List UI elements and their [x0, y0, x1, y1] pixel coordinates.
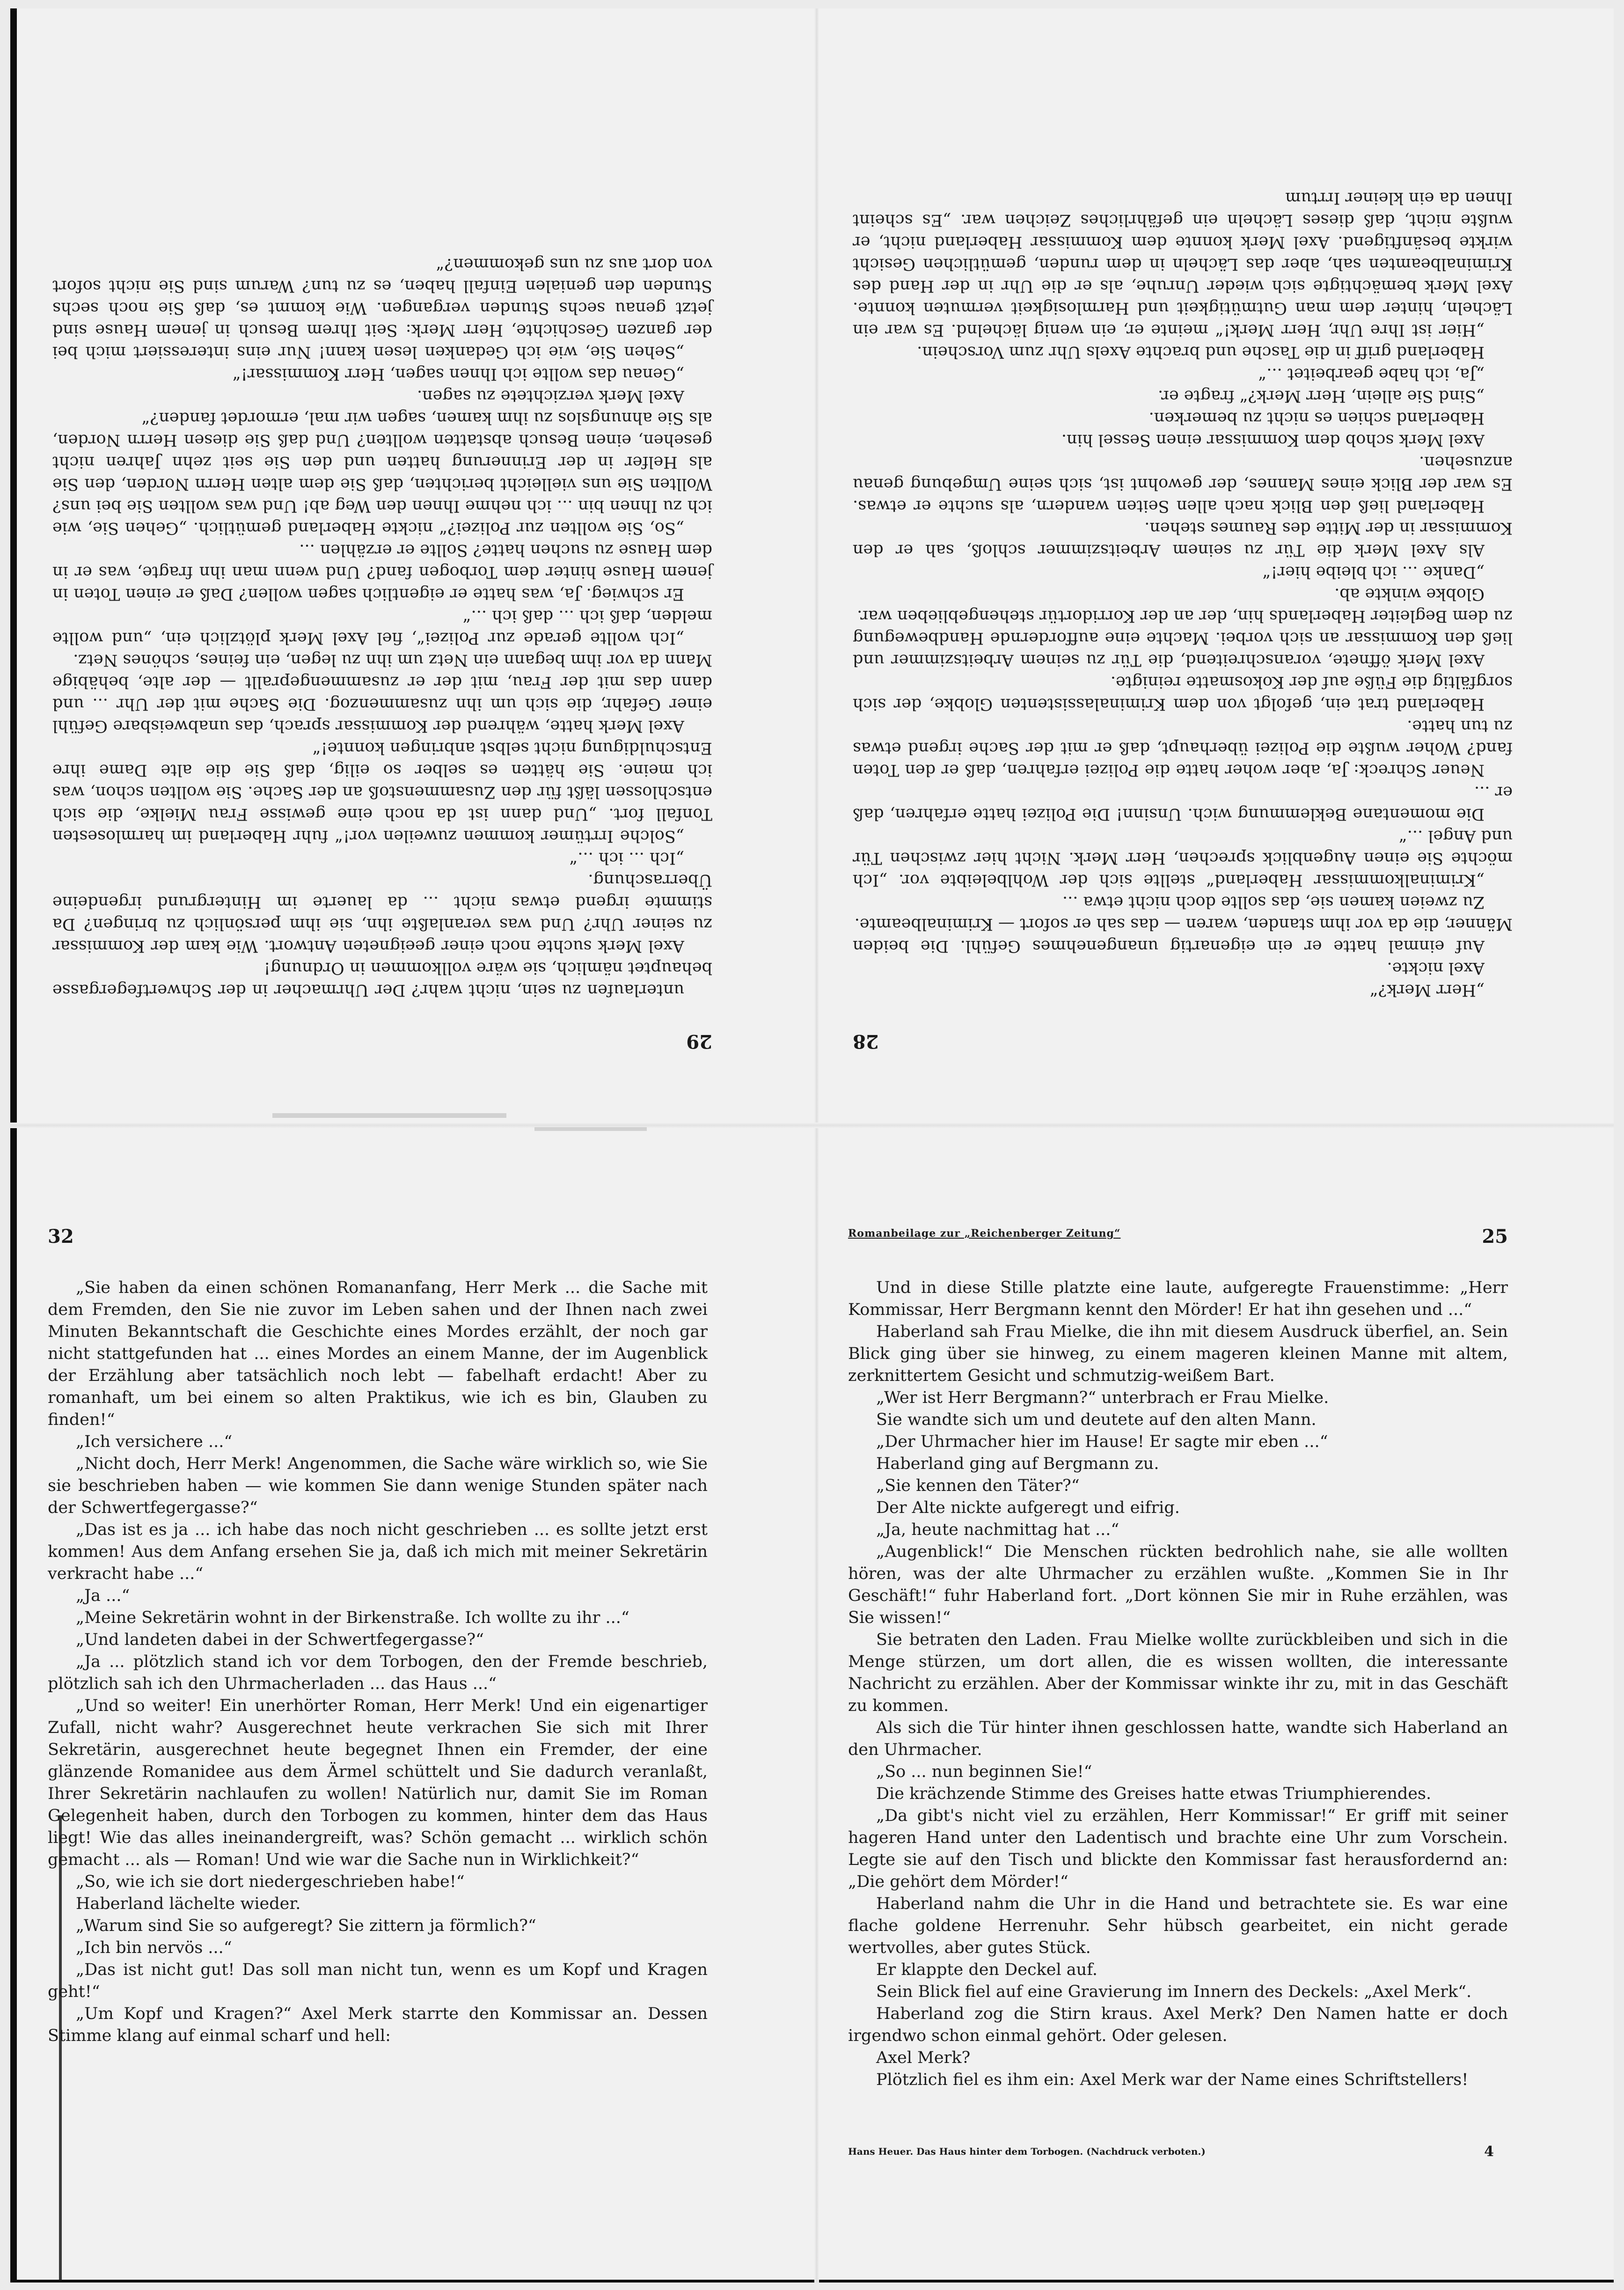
page-number: 32	[48, 1226, 74, 1248]
running-head: Romanbeilage zur „Reichenberger Zeitung“	[848, 1227, 1121, 1240]
paragraph: Axel Merk suchte noch einer geeigneten Antwort. Wie kam der Kommissar zu seiner Uhr? Und was veranlaßte ihn, sie ihm persönlich zu bringen? Da stimmte irgend etwas nicht ... da lauerte im Hintergrund irgendeine Überraschung.	[52, 871, 712, 955]
footer-credit: Hans Heuer. Das Haus hinter dem Torbogen. (Nachdruck verboten.)	[848, 2146, 1206, 2157]
vertical-fold	[814, 8, 819, 2283]
paragraph: Und in diese Stille platzte eine laute, aufgeregte Frauenstimme: „Herr Kommissar, Herr Bergmann kennt den Mörder! Er hat ihn gesehen und ...“	[848, 1278, 1508, 1319]
page-number: 28	[853, 1030, 879, 1052]
page-28	[853, 116, 1513, 1052]
paragraph: Der Alte nickte aufgeregt und eifrig.	[876, 1498, 1180, 1517]
paragraph: unterlaufen zu sein, nicht wahr? Der Uhrmacher in der Schwertfegergasse behauptet nämlich, sie wäre vollkommen in Ordnung!	[52, 959, 712, 999]
paragraph: „Um Kopf und Kragen?“ Axel Merk starrte den Kommissar an. Dessen Stimme klang auf einmal scharf und hell:	[48, 2004, 708, 2045]
page-32	[48, 1226, 708, 2162]
paragraph: Haberland ging auf Bergmann zu.	[876, 1454, 1159, 1473]
paragraph: „Hier ist Ihre Uhr, Herr Merk!“ meinte er, ein wenig lächelnd. Es war ein Lächeln, hinter dem man Gutmütigkeit und Harmlosigkeit vermuten konnte. Axel Merk bemächtigte sich wieder Unruhe, als er die Uhr in der Hand des Kriminalbeamten sah, aber das Lächeln in dem runden, gemütlichen Gesicht wirkte besänftigend. Axel Merk konnte dem Kommissar Haberland nicht, er wußte nicht, daß dieses Lächeln ein gefährliches Zeichen war. „Es scheint Ihnen da ein kleiner Irrtum	[853, 189, 1513, 339]
paragraph: „Kriminalkommissar Haberland“ stellte sich der Wohlbeleibte vor. „Ich möchte Sie einen Augenblick sprechen, Herr Merk. Nicht hier zwischen Tür und Angel ...“	[853, 827, 1513, 889]
paragraph: „Ja ...“	[76, 1586, 130, 1605]
paragraph: „Warum sind Sie so aufgeregt? Sie zittern ja förmlich?“	[76, 1916, 536, 1935]
paragraph: Haberland zog die Stirn kraus. Axel Merk? Den Namen hatte er doch irgendwo schon einmal gehört. Oder gelesen.	[848, 2004, 1508, 2045]
paragraph: „Ja ... plötzlich stand ich vor dem Torbogen, den der Fremde beschrieb, plötzlich sah ich den Uhrmacherladen ... das Haus ...“	[48, 1652, 708, 1693]
scanned-sheet	[10, 8, 1614, 2283]
page-number: 29	[686, 1030, 712, 1052]
paragraph: Axel Merk verzichtete zu sagen.	[417, 387, 684, 405]
paragraph: „Sehen Sie, wie ich Gedanken lesen kann! Nur eins interessiert mich bei der ganzen Geschichte, Herr Merk: Seit Ihrem Besuch in jenem Hause sind jetzt genau sechs Stunden vergangen. Wie kommt es, daß Sie noch sechs Stunden den genialen Einfall haben, es zu tun? Warum sind Sie nicht sofort von dort aus zu uns gekommen?“	[52, 255, 712, 361]
page-number: 25	[1482, 1226, 1508, 1248]
paragraph: Axel nickte.	[1387, 959, 1485, 977]
paragraph: Haberland schien es nicht zu bemerken.	[1149, 409, 1485, 427]
paragraph: „Sind Sie allein, Herr Merk?“ fragte er.	[1157, 387, 1485, 405]
paragraph: „Solche Irrtümer kommen zuweilen vor!“ fuhr Haberland im harmlosesten Tonfall fort. „Und dann ist da noch eine gewisse Frau Mielke, die sich entschlossen läßt für den Zusammenstoß an der Sache. Sie wollten schon, was ich meine. Sie hätten es selber so eilig, daß Sie die alte Dame ihre Entschuldigung nicht selbst anbringen konnte!“	[52, 739, 712, 845]
paragraph: Er schwieg. Ja, was hatte er eigentlich sagen wollen? Daß er einen Toten in jenem Hause hinter dem Torbogen fand? Und wenn man ihn fragte, was er in dem Hause zu suchen hatte? Sollte er erzählen ...	[52, 541, 712, 603]
paragraph: „Nicht doch, Herr Merk! Angenommen, die Sache wäre wirklich so, wie Sie sie beschrieben haben — wie kommen Sie dann wenige Stunden später nach der Schwertfegergasse?“	[48, 1454, 708, 1517]
paragraph: Neuer Schreck: Ja, aber woher hatte die Polizei erfahren, daß er den Toten fand? Woher wußte die Polizei überhaupt, daß er mit der Sache irgend etwas zu tun hatte.	[853, 717, 1513, 779]
ink-smudge	[534, 1127, 647, 1131]
paragraph: Auf einmal hatte er ein eigenartig unangenehmes Gefühl. Die beiden Männer, die da vor ihm standen, waren — das sah er sofort — Kriminalbeamte.	[853, 915, 1513, 955]
paragraph: „So, Sie wollten zur Polizei?“ nickte Haberland gemütlich. „Gehen Sie, wie ich zu Ihnen bin ... ich nehme Ihnen den Weg ab! Und was wollten Sie bei uns? Wollten Sie uns vielleicht berichten, daß Sie dem alten Herrn Norden, den Sie als Helfer in der Erinnerung hatten und den Sie seit zehn Jahren nicht gesehen, einen Besuch abstatten wollten? Und daß Sie diesen Herrn Norden, als Sie ahnungslos zu ihm kamen, sagen wir mal, ermordet fanden?“	[52, 409, 712, 537]
paragraph: „Ich versichere ...“	[76, 1432, 233, 1451]
scan-edge-left	[10, 8, 17, 2283]
paragraph: „Augenblick!“ Die Menschen rückten bedrohlich nahe, sie alle wollten hören, was der alte Uhrmacher zu erzählen wußte. „Kommen Sie in Ihr Geschäft!“ fuhr Haberland fort. „Dort können Sie mir in Ruhe erzählen, was Sie wissen!“	[848, 1542, 1508, 1627]
page-body	[853, 187, 1513, 1001]
paragraph: „Sie haben da einen schönen Romananfang, Herr Merk ... die Sache mit dem Fremden, den Sie nie zuvor im Leben sahen und der Ihnen nach zwei Minuten Bekanntschaft die Geschichte eines Mordes erzählt, der noch gar nicht stattgefunden hat ... eines Mordes an einem Manne, der im Augenblick der Erzählung aber tatsächlich noch lebt — fabelhaft erdacht! Aber zu romanhaft, um bei einem so alten Praktikus, wie ich es bin, Glauben zu finden!“	[48, 1278, 708, 1429]
paragraph: Haberland griff in die Tasche und brachte Axels Uhr zum Vorschein.	[917, 343, 1485, 361]
paragraph: „Meine Sekretärin wohnt in der Birkenstraße. Ich wollte zu ihr ...“	[76, 1608, 629, 1627]
paragraph: „Und so weiter! Ein unerhörter Roman, Herr Merk! Und ein eigenartiger Zufall, nicht wahr? Ausgerechnet heute verkrachen Sie sich mit Ihrer Sekretärin, ausgerechnet heute begegnet Ihnen ein Fremder, der eine glänzende Romanidee aus dem Ärmel schüttelt und Sie dadurch veranlaßt, Ihrer Sekretärin nachlaufen zu wollen! Natürlich nur, damit Sie im Roman Gelegenheit haben, durch den Torbogen zu kommen, hinter dem das Haus liegt! Wie das alles ineinandergreift, was? Schön gemacht ... wirklich schön gemacht ... als — Roman! Und wie war die Sache nun in Wirklichkeit?“	[48, 1696, 708, 1869]
paragraph: Axel Merk?	[876, 2048, 971, 2067]
paragraph: Haberland ließ den Blick nach allen Seiten wandern, als suchte er etwas. Es war der Blick eines Mannes, der gewohnt ist, sich seine Umgebung genau anzusehen.	[853, 453, 1513, 515]
paragraph: „Das ist es ja ... ich habe das noch nicht geschrieben ... es sollte jetzt erst kommen! Aus dem Anfang ersehen Sie ja, daß ich mich mit meiner Sekretärin verkracht habe ...“	[48, 1520, 708, 1583]
paragraph: „Danke ... ich bleibe hier!“	[1262, 563, 1485, 581]
page-body	[52, 253, 712, 1001]
paragraph: Sie wandte sich um und deutete auf den alten Mann.	[876, 1410, 1317, 1429]
paragraph: Haberland trat ein, gefolgt von dem Kriminalassistenten Globke, der sich sorgfältig die Füße auf der Kokosmatte reinigte.	[853, 673, 1513, 713]
paragraph: Plötzlich fiel es ihm ein: Axel Merk war der Name eines Schriftstellers!	[876, 2070, 1469, 2089]
paragraph: Haberland lächelte wieder.	[76, 1894, 301, 1913]
paragraph: „Das ist nicht gut! Das soll man nicht tun, wenn es um Kopf und Kragen geht!“	[48, 1960, 708, 2001]
paragraph: „So, wie ich sie dort niedergeschrieben habe!“	[76, 1872, 465, 1891]
paragraph: „Wer ist Herr Bergmann?“ unterbrach er Frau Mielke.	[876, 1388, 1329, 1407]
paragraph: „Da gibt's nicht viel zu erzählen, Herr Kommissar!“ Er griff mit seiner hageren Hand unter den Ladentisch und brachte eine Uhr zum Vorschein. Legte sie auf den Tisch und blickte den Kommissar fast herausfordernd an: „Die gehört dem Mörder!“	[848, 1806, 1508, 1891]
page-footer	[848, 2141, 1508, 2162]
paragraph: „Der Uhrmacher hier im Hause! Er sagte mir eben ...“	[876, 1432, 1328, 1451]
paragraph: „So ... nun beginnen Sie!“	[876, 1762, 1092, 1781]
ink-smudge	[272, 1113, 506, 1118]
page-29	[52, 116, 712, 1052]
paragraph: Die krächzende Stimme des Greises hatte etwas Triumphierendes.	[876, 1784, 1432, 1803]
page-25	[848, 1226, 1508, 2162]
paragraph: „Genau das wollte ich Ihnen sagen, Herr Kommissar!“	[232, 365, 684, 383]
paragraph: „Ja, ich habe gearbeitet ...“	[1258, 365, 1485, 383]
paragraph: Sie betraten den Laden. Frau Mielke wollte zurückbleiben und sich in die Menge stürzen, um dort allen, die es wissen wollten, die interessante Nachricht zu erzählen. Aber der Kommissar winkte ihr zu, mit in das Geschäft zu kommen.	[848, 1630, 1508, 1715]
paragraph: Als sich die Tür hinter ihnen geschlossen hatte, wandte sich Haberland an den Uhrmacher.	[848, 1718, 1508, 1759]
paragraph: Axel Merk hatte, während der Kommissar sprach, das unabweisbare Gefühl einer Gefahr, die sich um ihn zusammenzog. Die Sache mit der Uhr ... und dann das mit der Frau, mit der er zusammengeprallt — der alte, behäbige Mann da vor ihm begann ein Netz um ihn zu legen, ein feines, schönes Netz.	[52, 651, 712, 735]
page-body	[48, 1277, 708, 2047]
paragraph: Axel Merk öffnete, voranschreitend, die Tür zu seinem Arbeitszimmer und ließ den Kommissar an sich vorbei. Machte eine auffordernde Handbewegung zu dem Begleiter Haberlands hin, der an der Korridortür stehengeblieben war.	[853, 607, 1513, 669]
paragraph: Globke winkte ab.	[1334, 585, 1485, 603]
paragraph: „Herr Merk?“	[1369, 981, 1485, 999]
paragraph: „Ja, heute nachmittag hat ...“	[876, 1520, 1119, 1539]
paragraph: Als Axel Merk die Tür zu seinem Arbeitszimmer schloß, sah er den Kommissar in der Mitte des Raumes stehen.	[853, 519, 1513, 559]
horizontal-fold	[10, 1123, 1614, 1128]
signature-number: 4	[1484, 2143, 1494, 2160]
paragraph: „Ich bin nervös ...“	[76, 1938, 232, 1957]
paragraph: Zu zweien kamen sie, das sollte doch nicht etwa ...	[1062, 893, 1485, 911]
paragraph: Haberland sah Frau Mielke, die ihn mit diesem Ausdruck überfiel, an. Sein Blick ging über sie hinweg, zu einem mageren kleinen Manne mit altem, zerknittertem Gesicht und schmutzig-weißem Bart.	[848, 1322, 1508, 1385]
page-body	[848, 1277, 1508, 2091]
paragraph: „Ich wollte gerade zur Polizei“, fiel Axel Merk plötzlich ein, „und wollte melden, daß ich ... daß ich ...“	[52, 607, 712, 647]
scan-edge-bottom	[10, 2280, 1614, 2283]
paragraph: Die momentane Beklemmung wich. Unsinn! Die Polizei hatte erfahren, daß er ...	[853, 783, 1513, 823]
paragraph: „Und landeten dabei in der Schwertfegergasse?“	[76, 1630, 484, 1649]
paragraph: „Sie kennen den Täter?“	[876, 1476, 1080, 1495]
paragraph: Haberland nahm die Uhr in die Hand und betrachtete sie. Es war eine flache goldene Herrenuhr. Sehr hübsch gearbeitet, ein nicht gerade wertvolles, aber gutes Stück.	[848, 1894, 1508, 1957]
paragraph: Er klappte den Deckel auf.	[876, 1960, 1098, 1979]
paragraph: Sein Blick fiel auf eine Gravierung im Innern des Deckels: „Axel Merk“.	[876, 1982, 1472, 2001]
paragraph: „Ich ... ich ...“	[569, 849, 684, 867]
paragraph: Axel Merk schob dem Kommissar einen Sessel hin.	[1061, 431, 1485, 449]
